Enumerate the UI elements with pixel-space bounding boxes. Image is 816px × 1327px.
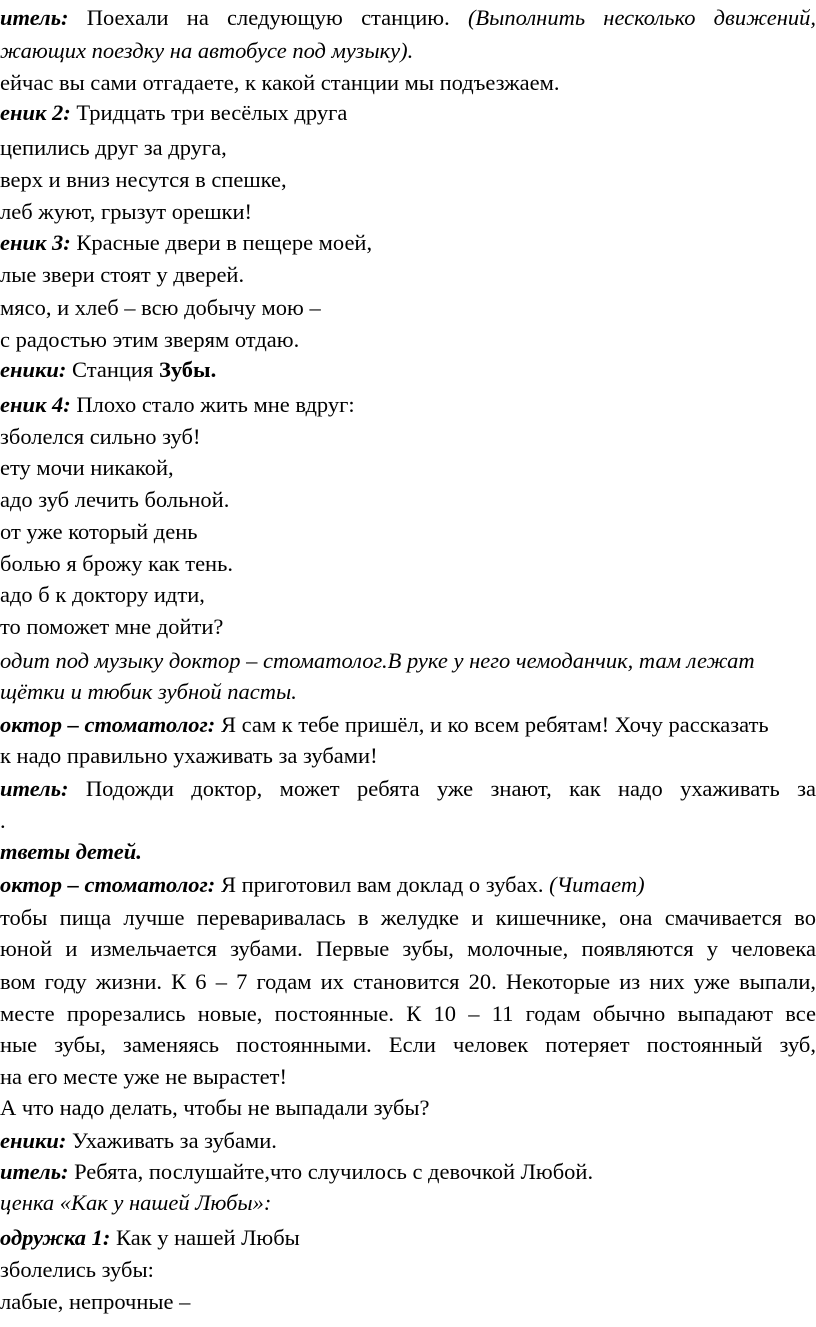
- line-text: А что надо делать, чтобы не выпадали зубы?: [0, 1095, 430, 1120]
- line-text: адо зуб лечить больной.: [0, 487, 230, 512]
- stage-direction: щётки и тюбик зубной пасты.: [0, 679, 297, 704]
- line-text: на его месте уже не вырастет!: [0, 1064, 287, 1089]
- line-text: мясо, и хлеб – всю добычу мою –: [0, 295, 321, 320]
- line-text: .: [0, 808, 6, 833]
- text-line: [0, 933, 816, 965]
- text-line: [0, 740, 816, 772]
- line-text: Я сам к тебе пришёл, и ко всем ребятам! Хочу рассказать: [215, 712, 769, 737]
- text-line: [0, 773, 816, 805]
- line-text: Ребята, послушайте,что случилось с девочкой Любой.: [68, 1159, 594, 1184]
- text-line: [0, 836, 816, 868]
- speaker-label: итель:: [0, 5, 69, 30]
- line-text: Ухаживать за зубами.: [66, 1128, 277, 1153]
- text-line: [0, 966, 816, 998]
- text-line: [0, 1029, 816, 1061]
- text-line: [0, 354, 816, 386]
- line-text: к надо правильно ухаживать за зубами!: [0, 743, 378, 768]
- text-line: [0, 869, 816, 901]
- line-text: ету мочи никакой,: [0, 455, 174, 480]
- line-text: верх и вниз несутся в спешке,: [0, 167, 287, 192]
- line-text: зболелся сильно зуб!: [0, 424, 201, 449]
- text-line: [0, 132, 816, 164]
- text-line: [0, 1286, 816, 1318]
- line-text: Зубы.: [158, 357, 217, 382]
- text-line: [0, 1254, 816, 1286]
- stage-direction: жающих поездку на автобусе под музыку).: [0, 38, 414, 63]
- line-text: болью я брожу как тень.: [0, 551, 233, 576]
- line-text: Станция: [66, 357, 159, 382]
- text-line: [0, 324, 816, 356]
- text-line: [0, 389, 816, 421]
- line-text: Как у нашей Любы: [110, 1225, 300, 1250]
- text-line: [0, 805, 816, 837]
- speaker-label: итель:: [0, 1159, 69, 1184]
- text-line: [0, 97, 816, 129]
- line-text: вом году жизни. К 6 – 7 годам их становится 20. Некоторые из них уже выпали,: [0, 969, 816, 994]
- line-text: от уже который день: [0, 519, 198, 544]
- text-line: [0, 1156, 816, 1188]
- speaker-label: одружка 1:: [0, 1225, 111, 1250]
- speaker-label: еники:: [0, 1128, 67, 1153]
- line-text: цепились друг за друга,: [0, 135, 227, 160]
- speaker-label: еник 2:: [0, 100, 71, 125]
- text-line: [0, 1061, 816, 1093]
- text-line: [0, 1222, 816, 1254]
- stage-direction: (Читает): [549, 872, 645, 897]
- line-text: лабые, непрочные –: [0, 1289, 191, 1314]
- line-text: адо б к доктору идти,: [0, 582, 205, 607]
- text-line: [0, 227, 816, 259]
- text-line: [0, 579, 816, 611]
- text-line: [0, 35, 816, 67]
- text-line: [0, 516, 816, 548]
- line-text: леб жуют, грызут орешки!: [0, 199, 252, 224]
- line-text: зболелись зубы:: [0, 1257, 154, 1282]
- speaker-label: итель:: [0, 776, 69, 801]
- text-line: [0, 196, 816, 228]
- text-line: [0, 1092, 816, 1124]
- line-text: ейчас вы сами отгадаете, к какой станции мы подъезжаем.: [0, 70, 560, 95]
- text-line: [0, 421, 816, 453]
- stage-direction: ценка «Как у нашей Любы»:: [0, 1190, 272, 1215]
- text-line: [0, 484, 816, 516]
- line-text: Тридцать три весёлых друга: [70, 100, 348, 125]
- text-line: [0, 902, 816, 934]
- text-line: [0, 292, 816, 324]
- line-text: ные зубы, заменяясь постоянными. Если человек потеряет постоянный зуб,: [0, 1032, 816, 1057]
- speaker-label: тветы детей.: [0, 839, 142, 864]
- speaker-label: еник 3:: [0, 230, 71, 255]
- line-text: Красные двери в пещере моей,: [70, 230, 373, 255]
- text-line: [0, 998, 816, 1030]
- text-line: [0, 645, 816, 677]
- line-text: то поможет мне дойти?: [0, 614, 224, 639]
- line-text: с радостью этим зверям отдаю.: [0, 327, 300, 352]
- text-line: [0, 709, 816, 741]
- line-text: Подожди доктор, может ребята уже знают, как надо ухаживать за: [68, 776, 816, 801]
- speaker-label: октор – стоматолог:: [0, 712, 216, 737]
- line-text: тобы пища лучше переваривалась в желудке и кишечнике, она смачивается во: [0, 905, 816, 930]
- text-line: [0, 164, 816, 196]
- text-line: [0, 67, 816, 99]
- stage-direction: (Выполнить несколько движений,: [467, 5, 816, 30]
- text-line: [0, 1125, 816, 1157]
- line-text: Плохо стало жить мне вдруг:: [70, 392, 355, 417]
- line-text: Я приготовил вам доклад о зубах.: [215, 872, 550, 897]
- text-line: [0, 259, 816, 291]
- text-line: [0, 676, 816, 708]
- text-line: [0, 548, 816, 580]
- text-line: [0, 452, 816, 484]
- speaker-label: еники:: [0, 357, 67, 382]
- line-text: юной и измельчается зубами. Первые зубы, молочные, появляются у человека: [0, 936, 816, 961]
- speaker-label: еник 4:: [0, 392, 71, 417]
- text-line: [0, 611, 816, 643]
- line-text: месте прорезались новые, постоянные. К 10 – 11 годам обычно выпадают все: [0, 1001, 816, 1026]
- text-line: [0, 2, 816, 34]
- speaker-label: октор – стоматолог:: [0, 872, 216, 897]
- stage-direction: одит под музыку доктор – стоматолог.В руке у него чемоданчик, там лежат: [0, 648, 755, 673]
- line-text: Поехали на следующую станцию.: [68, 5, 468, 30]
- line-text: лые звери стоят у дверей.: [0, 262, 245, 287]
- text-line: [0, 1187, 816, 1219]
